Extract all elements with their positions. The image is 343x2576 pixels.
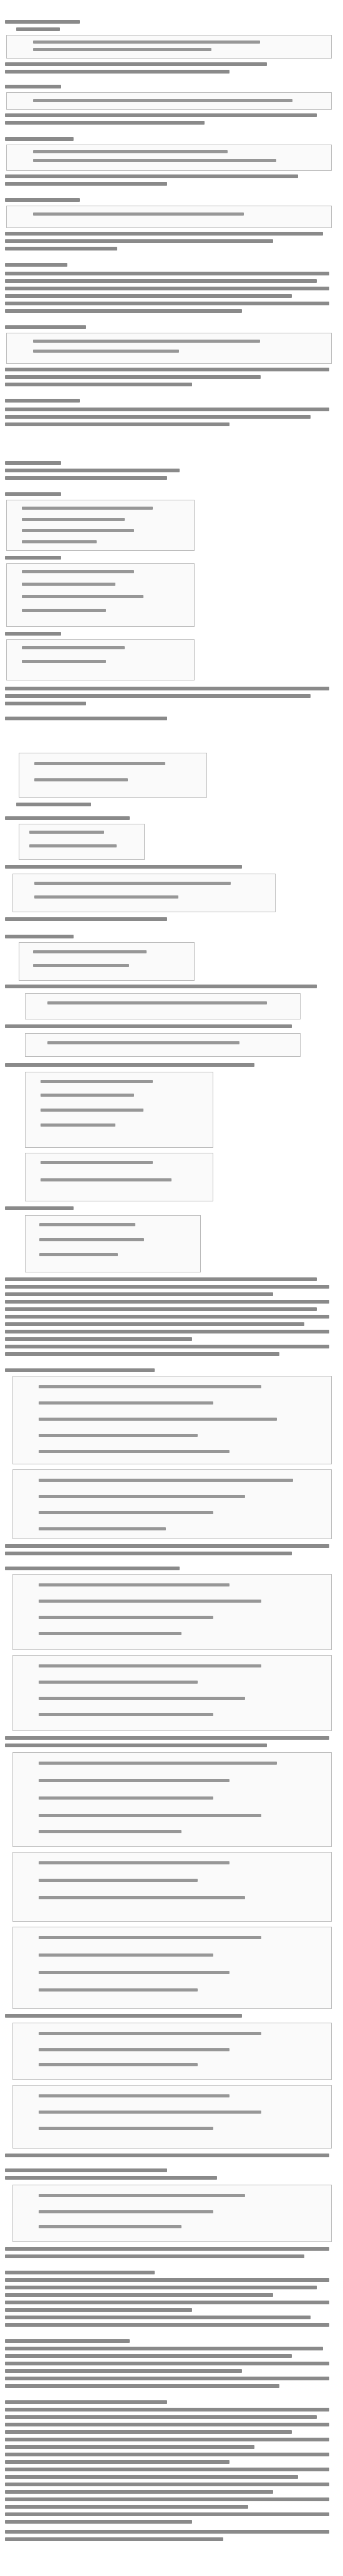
text-line — [5, 694, 311, 698]
question-line — [5, 1277, 317, 1281]
formula-block — [12, 2023, 332, 2080]
text-line — [5, 287, 329, 290]
text-line — [5, 383, 192, 386]
text-line — [5, 2286, 317, 2289]
text-line — [5, 1330, 329, 1333]
text-line — [5, 2475, 298, 2479]
text-line — [5, 2415, 317, 2419]
text-line — [5, 2520, 192, 2524]
formula-block — [25, 1072, 213, 1148]
text-line — [5, 113, 317, 117]
formula-block — [12, 1752, 332, 1847]
text-line — [5, 2362, 329, 2365]
question-line — [5, 2271, 155, 2274]
text-line — [5, 865, 242, 869]
formula-block — [12, 1469, 332, 1539]
text-line — [5, 2497, 329, 2501]
formula-block — [12, 874, 276, 912]
formula-block — [19, 824, 145, 860]
text-line — [5, 2154, 329, 2157]
question-line — [5, 399, 80, 403]
text-line — [16, 803, 91, 806]
text-line — [5, 2423, 329, 2426]
text-line — [5, 1552, 292, 1555]
text-line — [5, 375, 261, 379]
text-line — [5, 1345, 329, 1348]
question-line — [5, 198, 80, 202]
formula-block — [25, 1153, 213, 1201]
text-line — [5, 232, 323, 236]
text-line — [5, 2347, 323, 2350]
text-line — [5, 272, 329, 275]
formula-block — [6, 92, 332, 110]
text-line — [5, 2438, 329, 2441]
text-line — [5, 1337, 192, 1341]
question-line — [5, 137, 74, 141]
formula-block — [6, 333, 332, 364]
text-line — [5, 182, 167, 186]
text-line — [5, 2369, 242, 2373]
text-line — [5, 1206, 74, 1210]
formula-block — [25, 1033, 301, 1057]
question-line — [5, 263, 67, 267]
text-line — [5, 2445, 254, 2449]
question-line — [5, 85, 61, 88]
text-line — [5, 1307, 317, 1311]
formula-block — [12, 2085, 332, 2149]
text-line — [5, 2377, 329, 2380]
text-line — [5, 294, 292, 298]
formula-block — [19, 753, 207, 798]
text-line — [5, 2453, 329, 2456]
formula-block — [12, 1655, 332, 1731]
question-line — [5, 325, 86, 329]
text-line — [5, 2408, 329, 2411]
text-line — [5, 174, 298, 178]
question-line — [5, 20, 80, 24]
text-line — [5, 302, 329, 305]
formula-block — [25, 993, 301, 1019]
text-line — [5, 2384, 279, 2388]
text-line — [5, 2254, 304, 2258]
question-line — [5, 717, 167, 720]
question-line — [5, 556, 61, 560]
question-line — [5, 1567, 180, 1570]
formula-block — [6, 206, 332, 228]
text-line — [5, 279, 317, 283]
text-line — [5, 2430, 292, 2434]
text-line — [5, 70, 229, 74]
formula-block — [6, 500, 195, 551]
text-line — [5, 1024, 292, 1028]
formula-block — [19, 942, 195, 981]
question-line — [5, 2400, 167, 2404]
text-line — [5, 2014, 242, 2018]
text-line — [5, 2278, 329, 2282]
text-line — [5, 2323, 329, 2327]
text-line — [5, 2512, 329, 2516]
text-line — [5, 2354, 292, 2358]
text-line — [5, 2293, 273, 2297]
text-line — [5, 2483, 329, 2486]
formula-block — [6, 145, 332, 171]
formula-block — [6, 35, 332, 59]
question-line — [5, 1063, 254, 1067]
text-line — [5, 2308, 192, 2312]
text-line — [5, 2247, 329, 2251]
question-line — [5, 816, 130, 820]
text-line — [5, 121, 205, 125]
text-line — [5, 368, 329, 371]
text-line — [5, 1352, 279, 1356]
text-line — [5, 62, 267, 66]
text-line — [5, 422, 229, 426]
text-line — [5, 2537, 223, 2541]
text-line — [5, 2176, 217, 2180]
text-line — [5, 2301, 329, 2304]
question-line — [5, 2168, 167, 2172]
text-line — [5, 247, 117, 250]
text-line — [5, 2316, 311, 2319]
text-line — [5, 239, 273, 243]
text-line — [5, 985, 317, 988]
text-line — [5, 1300, 329, 1304]
text-line — [5, 2505, 248, 2509]
formula-block — [12, 1574, 332, 1650]
question-line — [5, 2339, 130, 2343]
text-line — [5, 2490, 273, 2494]
text-line — [5, 1744, 267, 1747]
text-line — [5, 408, 329, 411]
text-line — [5, 1292, 273, 1296]
text-line — [5, 476, 167, 480]
question-line — [5, 1368, 155, 1372]
text-line — [5, 687, 329, 690]
formula-block — [12, 1927, 332, 2009]
formula-block — [12, 1852, 332, 1922]
question-line — [5, 461, 61, 465]
text-line — [5, 1322, 304, 1326]
text-line — [5, 2530, 329, 2534]
text-line — [5, 469, 180, 472]
site-watermark-logo — [246, 2557, 339, 2574]
text-line — [5, 1544, 329, 1548]
question-line — [5, 935, 74, 938]
formula-block — [12, 2185, 332, 2242]
formula-block — [6, 563, 195, 627]
answer-line — [16, 27, 60, 31]
text-line — [5, 917, 167, 921]
text-line — [5, 415, 311, 419]
text-line — [5, 702, 86, 705]
formula-block — [25, 1215, 201, 1272]
formula-block — [6, 639, 195, 680]
text-line — [5, 309, 242, 313]
text-line — [5, 1315, 329, 1319]
text-line — [5, 1736, 329, 1740]
question-line — [5, 632, 61, 636]
formula-block — [12, 1376, 332, 1464]
text-line — [5, 2468, 329, 2471]
text-line — [5, 2460, 229, 2464]
question-line — [5, 492, 61, 496]
text-line — [5, 1285, 329, 1289]
